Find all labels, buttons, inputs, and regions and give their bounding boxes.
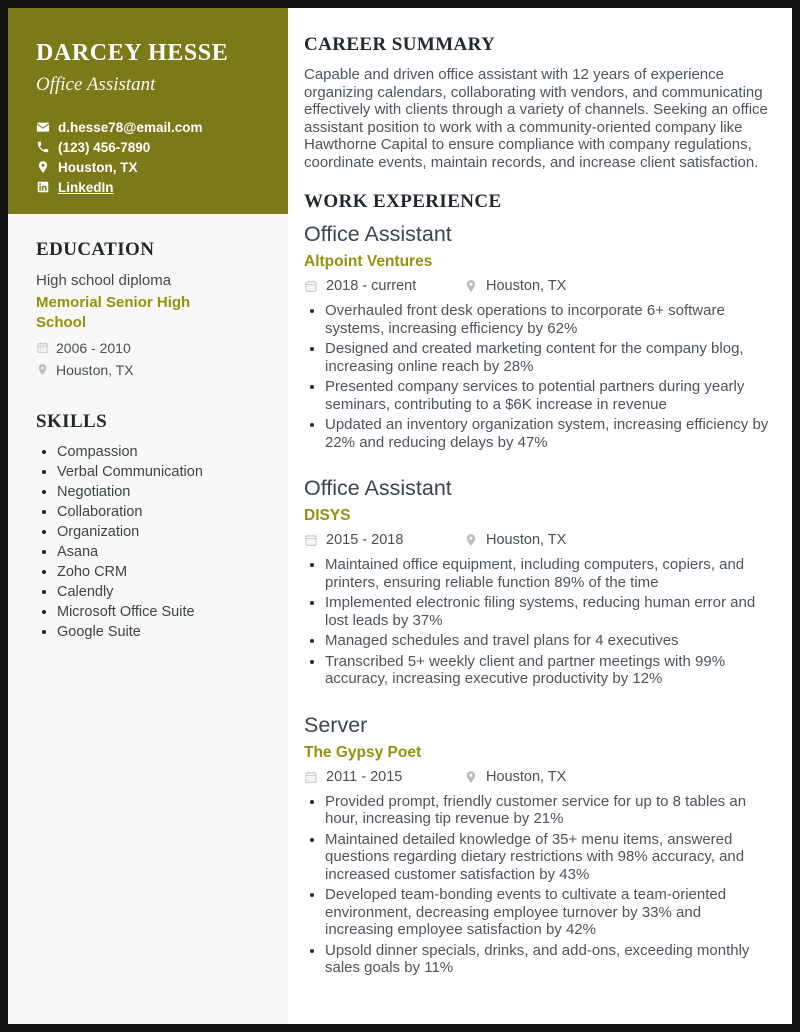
job-dates: 2015 - 2018 — [326, 532, 404, 548]
job-bullet: • Transcribed 5+ weekly client and partner meetings with 99% accuracy, increasing executive productivity by 12% — [325, 653, 770, 688]
job-bullet: • Presented company services to potential partners during yearly seminars, contributing to a $6K increase in revenue — [325, 378, 770, 413]
contact-list — [36, 117, 270, 197]
work-heading: WORK EXPERIENCE — [304, 191, 502, 212]
skill-item: • Negotiation — [57, 482, 272, 502]
sidebar — [8, 8, 288, 1024]
calendar-icon — [304, 279, 318, 293]
skill-item: • Asana — [57, 542, 272, 562]
education-dates-row — [36, 340, 272, 356]
summary-text: Capable and driven office assistant with 12 years of experience organizing calendars, collaborating with vendors, and communicating effectively with clients through a variety of channels. Seeking an office assistant position to work with a community-oriented company like Hawthorne Capital to ensure compliance with company regulations, coordinate events, maintain records, and increase client satisfaction. — [304, 66, 768, 171]
skills-section — [8, 411, 288, 642]
education-degree: High school diploma — [36, 272, 172, 289]
job-entry — [304, 476, 770, 688]
main-content — [288, 8, 792, 1024]
skill-item: • Organization — [57, 522, 272, 542]
skill-item: • Verbal Communication — [57, 462, 272, 482]
job-bullet: • Developed team-bonding events to cultivate a team-oriented environment, decreasing employee turnover by 33% and increasing employee satisfaction by 42% — [325, 886, 770, 939]
job-title: Office Assistant — [304, 222, 452, 246]
job-list — [304, 222, 770, 977]
job-meta-row — [304, 532, 770, 548]
job-location: Houston, TX — [486, 278, 567, 294]
job-bullet: • Maintained office equipment, including computers, copiers, and printers, ensuring reliable function 89% of the time — [325, 556, 770, 591]
location-icon — [464, 770, 478, 784]
job-company: Altpoint Ventures — [304, 253, 433, 270]
skill-item: • Google Suite — [57, 622, 272, 642]
summary-heading: CAREER SUMMARY — [304, 34, 496, 55]
job-dates-group — [304, 769, 464, 785]
job-location-group — [464, 532, 566, 548]
job-bullet: • Implemented electronic filing systems, reducing human error and lost leads by 37% — [325, 594, 770, 629]
phone-icon — [36, 140, 50, 154]
contact-linkedin[interactable] — [36, 177, 270, 197]
education-heading: EDUCATION — [36, 239, 155, 260]
job-entry — [304, 713, 770, 977]
contact-email — [36, 117, 270, 137]
contact-phone — [36, 137, 270, 157]
location-icon — [36, 160, 50, 174]
job-bullet: • Provided prompt, friendly customer service for up to 8 tables an hour, increasing tip revenue by 21% — [325, 793, 770, 828]
job-dates-group — [304, 278, 464, 294]
work-section — [304, 191, 770, 977]
header-block — [8, 8, 288, 214]
education-location-row — [36, 362, 272, 378]
job-bullets — [304, 793, 770, 977]
skill-item: • Zoho CRM — [57, 562, 272, 582]
person-title: Office Assistant — [36, 74, 156, 95]
contact-location-label: Houston, TX — [58, 159, 138, 175]
calendar-icon — [304, 770, 318, 784]
linkedin-icon — [36, 180, 50, 194]
job-bullet: • Upsold dinner specials, drinks, and add-ons, exceeding monthly sales goals by 11% — [325, 942, 770, 977]
contact-linkedin-label[interactable]: LinkedIn — [58, 179, 114, 195]
job-dates-group — [304, 532, 464, 548]
skill-item: • Collaboration — [57, 502, 272, 522]
job-location-group — [464, 278, 566, 294]
job-dates: 2018 - current — [326, 278, 417, 294]
job-entry — [304, 222, 770, 451]
job-bullets — [304, 302, 770, 451]
job-bullet: • Maintained detailed knowledge of 35+ menu items, answered questions regarding dietary restrictions with 98% accuracy, and increased customer satisfaction by 43% — [325, 831, 770, 884]
job-company: The Gypsy Poet — [304, 743, 422, 761]
person-name: DARCEY HESSE — [36, 40, 229, 66]
job-title: Office Assistant — [304, 476, 452, 500]
job-location: Houston, TX — [486, 532, 567, 548]
job-meta-row — [304, 769, 770, 785]
job-bullet: • Updated an inventory organization system, increasing efficiency by 22% and reducing delays by 47% — [325, 416, 770, 451]
job-bullet: • Overhauled front desk operations to incorporate 6+ software systems, increasing efficiency by 62% — [325, 302, 770, 337]
calendar-icon — [36, 341, 49, 354]
location-icon — [464, 279, 478, 293]
contact-location — [36, 157, 270, 177]
job-bullet: • Designed and created marketing content for the company blog, increasing online reach by 28% — [325, 340, 770, 375]
resume-page — [8, 8, 792, 1024]
job-dates: 2011 - 2015 — [326, 768, 403, 785]
job-bullet: • Managed schedules and travel plans for 4 executives — [325, 632, 770, 650]
contact-email-label: d.hesse78@email.com — [58, 119, 203, 135]
skill-item: • Compassion — [57, 442, 272, 462]
job-company: DISYS — [304, 507, 351, 524]
location-icon — [464, 533, 478, 547]
email-icon — [36, 120, 50, 134]
job-title: Server — [304, 712, 368, 737]
job-meta-row — [304, 278, 770, 294]
education-location: Houston, TX — [56, 361, 134, 378]
job-location-group — [464, 769, 566, 785]
calendar-icon — [304, 533, 318, 547]
skill-item: • Calendly — [57, 582, 272, 602]
skill-item: • Microsoft Office Suite — [57, 602, 272, 622]
education-section — [8, 239, 288, 378]
summary-section — [304, 34, 770, 171]
skills-heading: SKILLS — [36, 410, 108, 432]
education-dates: 2006 - 2010 — [56, 339, 131, 356]
location-icon — [36, 363, 49, 376]
contact-phone-label: (123) 456-7890 — [58, 139, 151, 155]
job-location: Houston, TX — [486, 768, 567, 785]
education-school: Memorial Senior High School — [36, 294, 191, 332]
skills-list — [36, 442, 272, 642]
job-bullets — [304, 556, 770, 688]
